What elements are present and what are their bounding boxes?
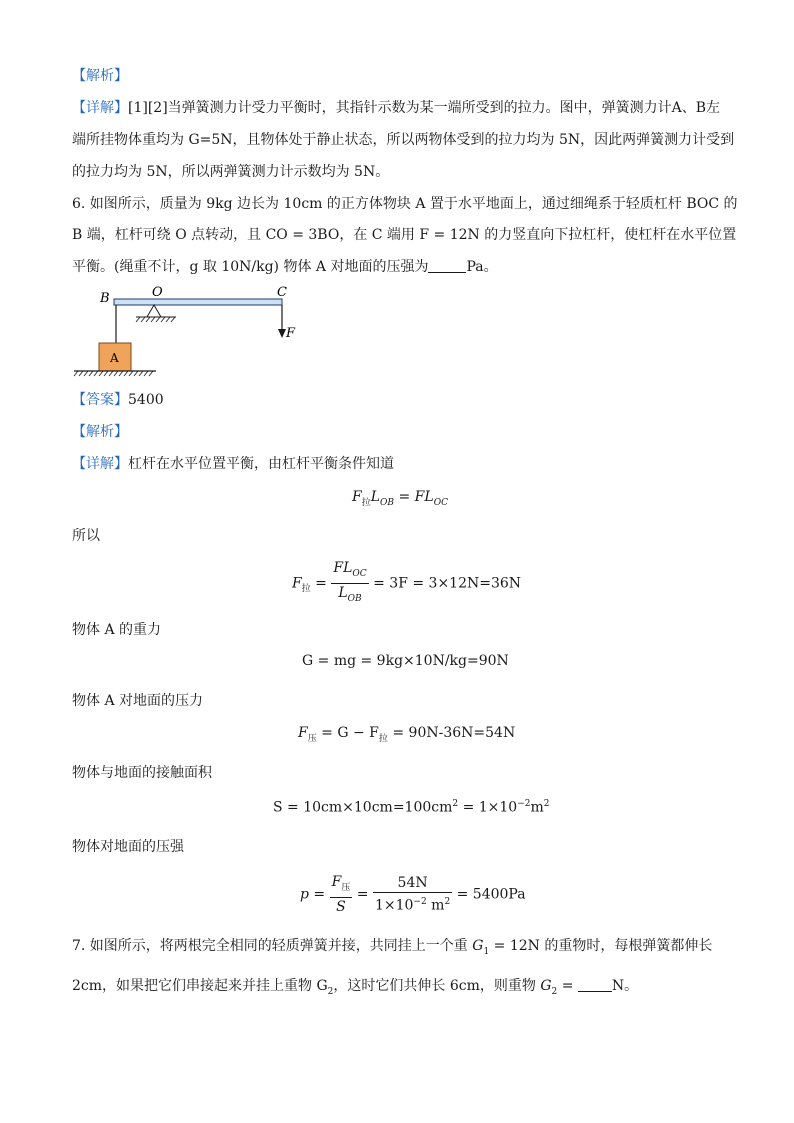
section1-detail-line3: 的拉力均为 5N，所以两弹簧测力计示数均为 5N。	[72, 164, 390, 180]
label-o: O	[152, 285, 163, 300]
detail-tag: 【详解】	[72, 100, 128, 116]
equation-gravity: G = mg = 9kg×10N/kg=90N	[302, 653, 509, 669]
answer-value: 5400	[128, 392, 164, 408]
answer-tag: 【答案】	[72, 392, 128, 408]
q6-stem-line1: 6. 如图所示，质量为 9kg 边长为 10cm 的正方体物块 A 置于水平地面上，通过细绳系于轻质杠杆 BOC 的	[72, 196, 738, 212]
ground-hatching	[74, 371, 153, 376]
label-c: C	[277, 285, 287, 300]
pressure-force-label: 物体 A 对地面的压力	[72, 693, 204, 709]
pivot-triangle	[147, 305, 161, 317]
q6-answer-line	[72, 391, 164, 409]
label-b: B	[100, 291, 110, 306]
fraction: $\frac{54N}{1\times 10^{-2} m^2}$	[374, 875, 451, 914]
pivot-hatching	[136, 317, 175, 322]
section1-detail-line2: 端所挂物体重均为 G=5N，且物体处于静止状态，所以两物体受到的拉力均为 5N，因此两弹簧测力计受到	[72, 132, 735, 148]
lever-diagram	[70, 282, 310, 382]
lever-bar	[114, 299, 282, 305]
equation-area: $S = 10cm\times 10cm=100cm^2 = 1\times 10^{-2}m^2$	[273, 799, 550, 816]
answer-blank	[428, 258, 466, 273]
equation-lever-balance: $F_拉L_{OB} = FL_{OC}$	[352, 489, 448, 508]
equation-pressure: p = $\frac{F_压}{S}$ = $\frac{54N}{1\times 10^{-2} m^2}$ = 5400Pa	[300, 874, 526, 915]
q7-stem-line1: 7. 如图所示，将两根完全相同的轻质弹簧并接，共同挂上一个重 $G_1 = 12N$ 的重物时，每根弹簧都伸长	[72, 938, 713, 957]
answer-blank	[578, 977, 612, 992]
pressure-label: 物体对地面的压强	[72, 839, 184, 855]
equation-pull-force: $F_拉$ = $\frac{FL_{OC}}{L_{OB}}$ = 3F = 3×12N=36N	[292, 559, 521, 608]
equation-pressure-force: $F_压 = G - F_拉 = 90N-36N=54N$	[298, 725, 516, 744]
fraction: $\frac{F_压}{S}$	[331, 874, 351, 915]
q6-stem-line3: 平衡。(绳重不计，g 取 10N/kg) 物体 A 对地面的压强为 Pa。	[72, 259, 498, 275]
fraction: $\frac{FL_{OC}}{L_{OB}}$	[333, 560, 367, 604]
section1-detail-line1: 【详解】[1][2]当弹簧测力计受力平衡时，其指针示数为某一端所受到的拉力。图中，弹簧测力计A、B左	[72, 100, 721, 116]
suoyi-text: 所以	[72, 528, 100, 544]
label-a: A	[110, 351, 119, 365]
q7-stem-line2: 2cm，如果把它们串接起来并挂上重物 $G_2$，这时它们共伸长 6cm，则重物 $G_2 = N$。	[72, 978, 639, 997]
force-arrow-head	[278, 329, 286, 338]
label-f: F	[286, 326, 296, 341]
q6-jiexi-heading: 【解析】	[72, 424, 128, 440]
q6-detail-line: 【详解】杠杆在水平位置平衡，由杠杆平衡条件知道	[72, 456, 394, 472]
q6-stem-line2: B 端，杠杆可绕 O 点转动，且 CO = 3BO，在 C 端用 F = 12N 的力竖直向下拉杠杆，使杠杆在水平位置	[72, 227, 737, 243]
gravity-label: 物体 A 的重力	[72, 622, 162, 638]
detail-tag: 【详解】	[72, 456, 128, 472]
section1-jiexi-heading: 【解析】	[72, 68, 128, 84]
area-label: 物体与地面的接触面积	[72, 765, 212, 781]
